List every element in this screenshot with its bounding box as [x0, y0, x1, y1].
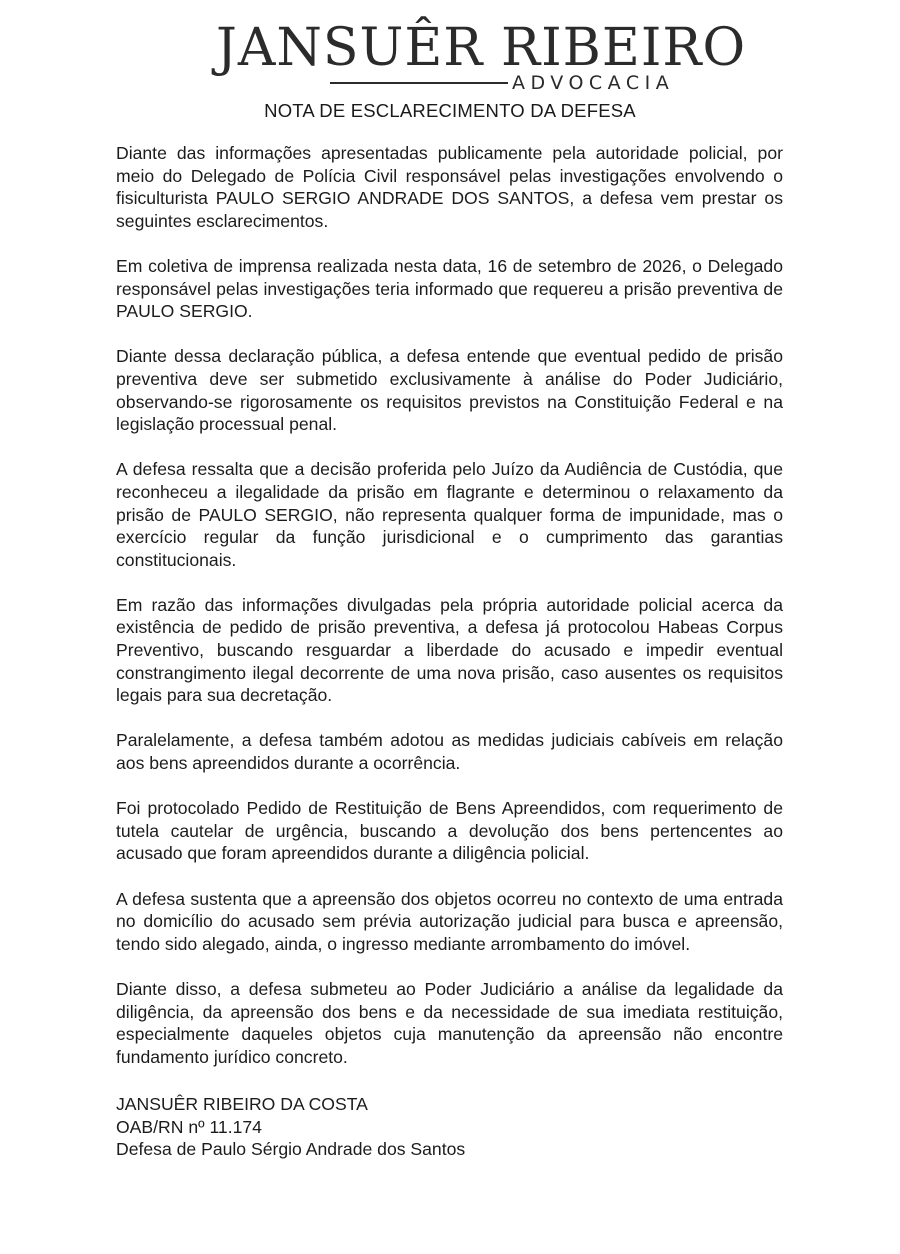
paragraph: Em coletiva de imprensa realizada nesta data, 16 de setembro de 2026, o Delegado responsável pelas investigações teria informado que requereu a prisão preventiva de PAULO SERGIO.: [116, 255, 783, 322]
paragraph: Foi protocolado Pedido de Restituição de Bens Apreendidos, com requerimento de tutela cautelar de urgência, buscando a devolução dos bens pertencentes ao acusado que foram apreendidos durante a diligência policial.: [116, 798, 783, 864]
logo-divider-line: [330, 82, 508, 84]
letterhead-logo: [0, 18, 900, 98]
paragraph: A defesa sustenta que a apreensão dos objetos ocorreu no contexto de uma entrada no domicílio do acusado sem prévia autorização judicial para busca e apreensão, tendo sido alegado, ainda, o ingresso mediante arrombamento do imóvel.: [116, 888, 783, 954]
logo-firm-subtitle: ADVOCACIA: [512, 72, 675, 94]
paragraph: Diante das informações apresentadas publicamente pela autoridade policial, por meio do Delegado de Polícia Civil responsável pelas investigações envolvendo o fisiculturista PAULO SERGIO ANDRADE DOS SANTOS, a defesa vem prestar os seguintes esclarecimentos.: [116, 143, 783, 231]
paragraph: A defesa ressalta que a decisão proferida pelo Juízo da Audiência de Custódia, que reconheceu a ilegalidade da prisão em flagrante e determinou o relaxamento da prisão de PAULO SERGIO, não representa qualquer forma de impunidade, mas o exercício regular da função jurisdicional e o cumprimento das garantias constitucionais.: [116, 459, 783, 570]
signatory-name: JANSUÊR RIBEIRO DA COSTA: [116, 1094, 368, 1114]
document-body: [116, 142, 783, 1091]
signature-block: [116, 1093, 783, 1161]
signatory-role: Defesa de Paulo Sérgio Andrade dos Santos: [116, 1139, 466, 1160]
paragraph: Em razão das informações divulgadas pela própria autoridade policial acerca da existência de pedido de prisão preventiva, a defesa já protocolou Habeas Corpus Preventivo, buscando resguardar a liberdade do acusado e impedir eventual constrangimento ilegal decorrente de uma nova prisão, caso ausentes os requisitos legais para sua decretação.: [116, 594, 783, 706]
document-title: NOTA DE ESCLARECIMENTO DA DEFESA: [264, 100, 636, 121]
paragraph: Paralelamente, a defesa também adotou as medidas judiciais cabíveis em relação aos bens apreendidos durante a ocorrência.: [116, 730, 783, 774]
signatory-registration: OAB/RN nº 11.174: [116, 1116, 262, 1137]
paragraph: Diante disso, a defesa submeteu ao Poder Judiciário a análise da legalidade da diligência, da apreensão dos bens e da necessidade de sua imediata restituição, especialmente daqueles objetos cuja manutenção da apreensão não encontre fundamento jurídico concreto.: [116, 978, 783, 1067]
paragraph: Diante dessa declaração pública, a defesa entende que eventual pedido de prisão preventiva deve ser submetido exclusivamente à análise do Poder Judiciário, observando-se rigorosamente os requisitos previstos na Constituição Federal e na legislação processual penal.: [116, 346, 783, 435]
logo-firm-name: JANSUÊR RIBEIRO: [216, 18, 747, 78]
